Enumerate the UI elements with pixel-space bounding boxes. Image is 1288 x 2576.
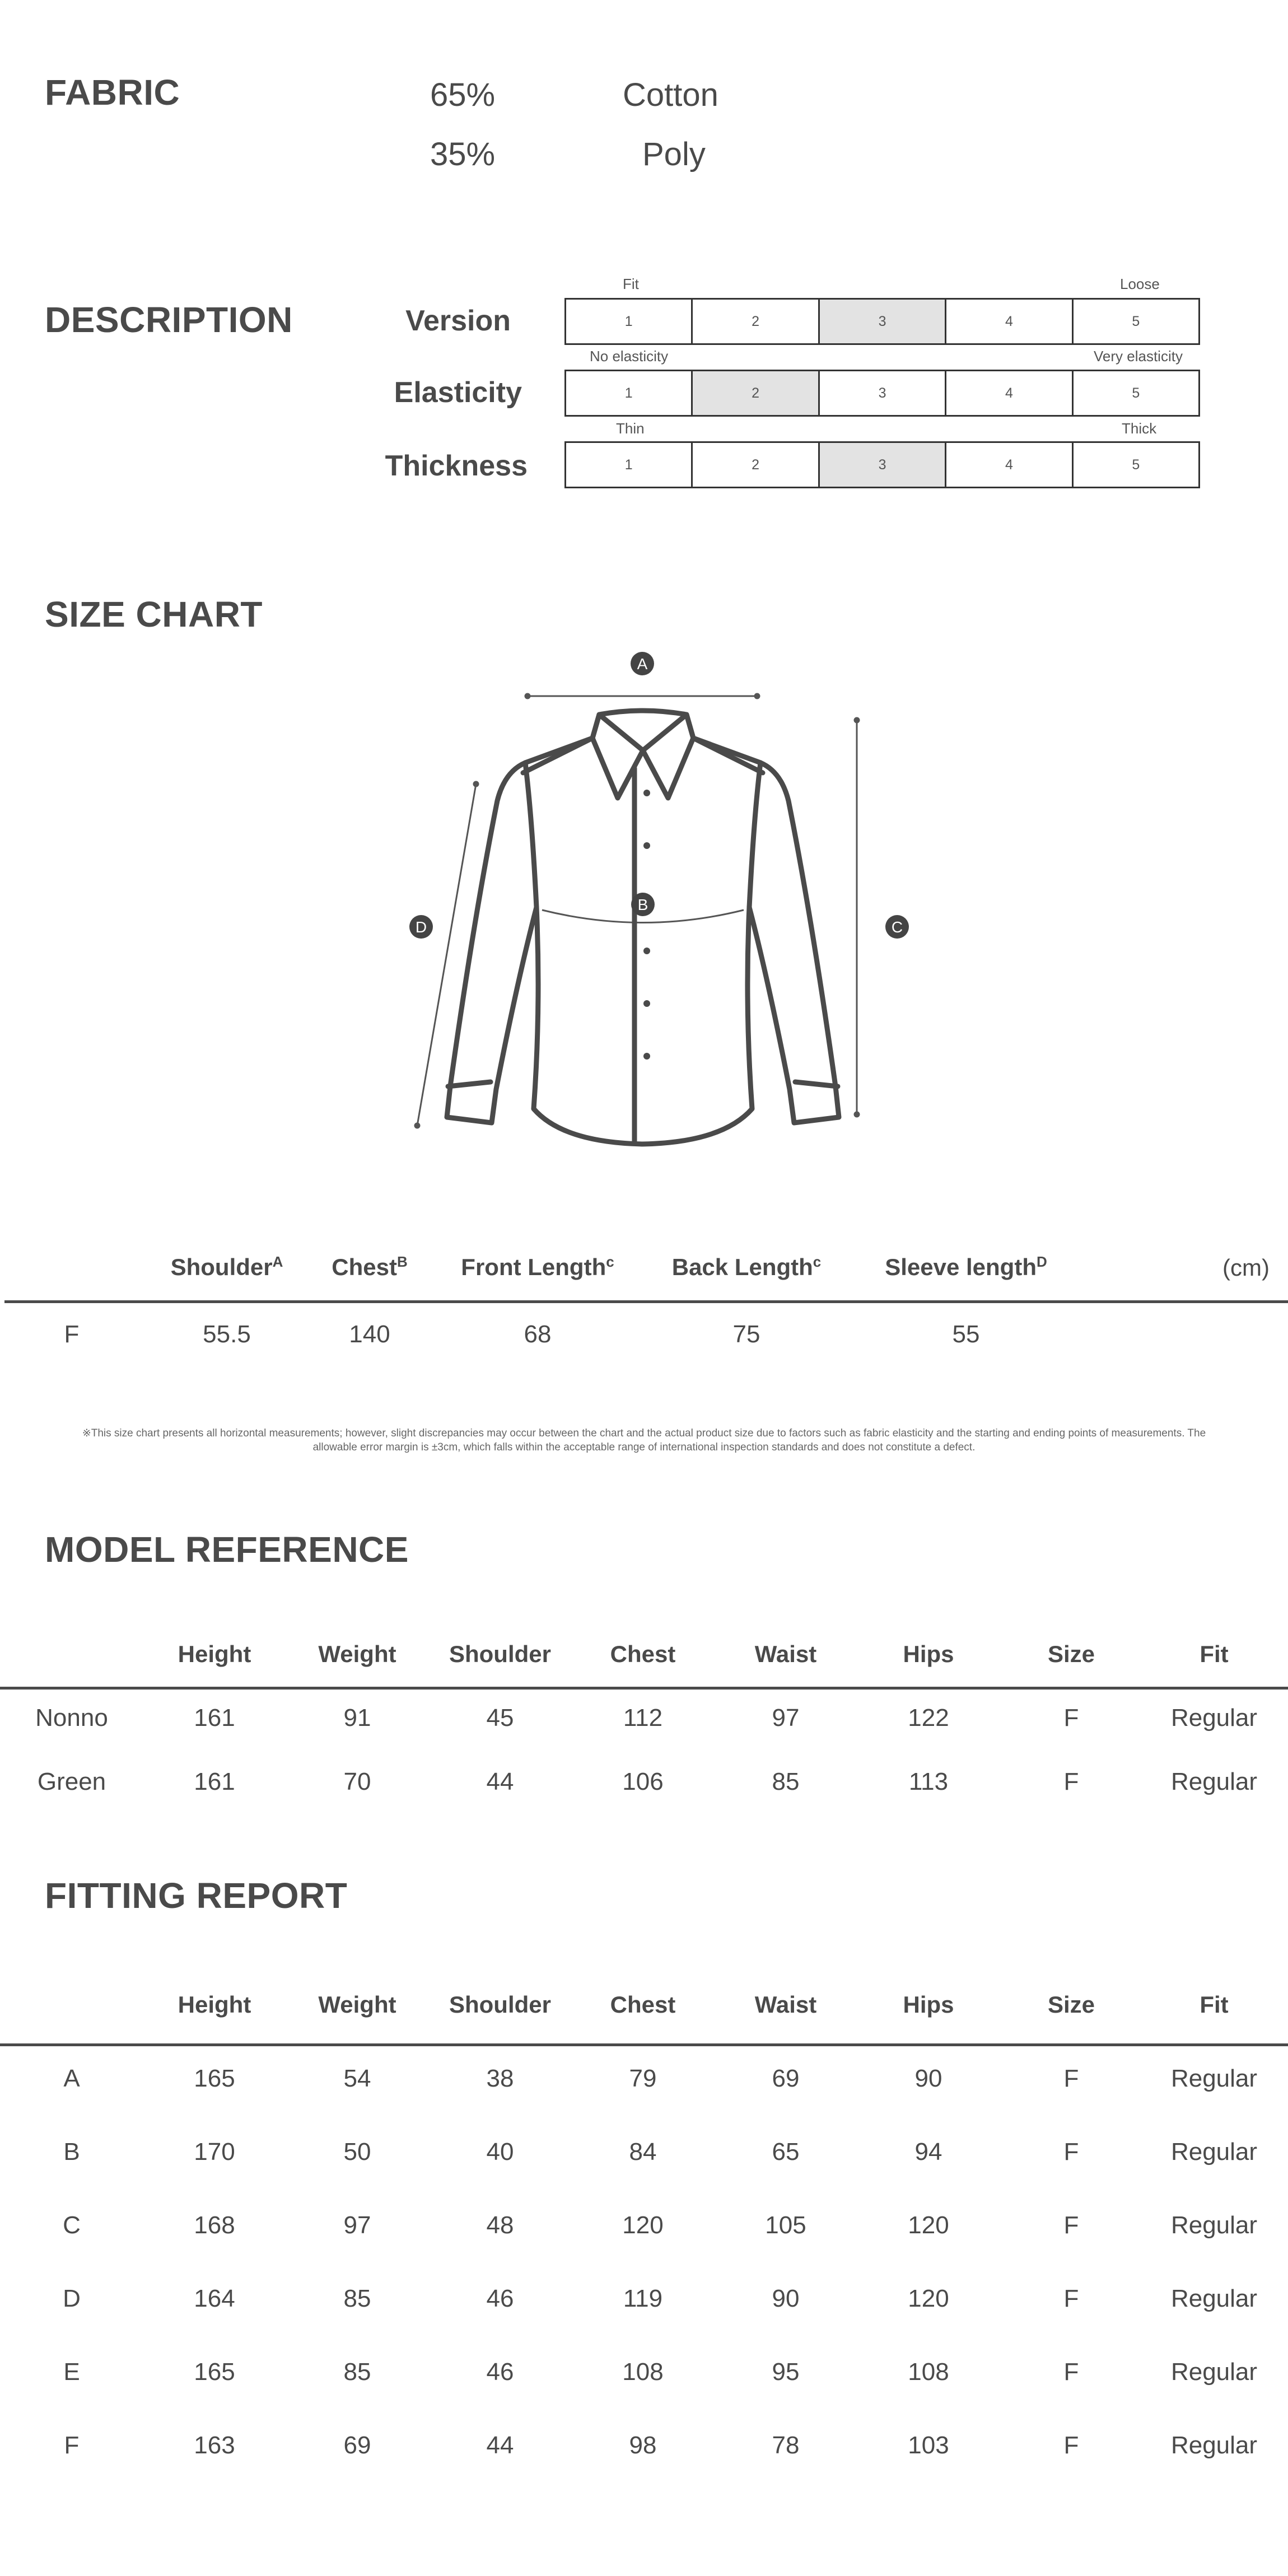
- marker-a: [631, 652, 654, 675]
- fit-size: F: [1063, 2065, 1079, 2092]
- fit-size: F: [1063, 2432, 1079, 2459]
- fit-hips: 94: [914, 2138, 942, 2166]
- size-col-front-length: Front Length$^c$: [461, 1253, 614, 1280]
- description-title: DESCRIPTION: [45, 300, 293, 340]
- fit-person: B: [63, 2138, 80, 2166]
- fit-table-divider: [0, 2043, 1288, 2046]
- model-size: F: [1063, 1704, 1079, 1732]
- shirt-diagram: [0, 633, 1288, 1170]
- fit-height: 170: [194, 2138, 235, 2166]
- size-col-chest: Chest$^B$: [332, 1253, 408, 1280]
- fit-chest: 84: [629, 2138, 657, 2166]
- size-chest-value: 140: [349, 1320, 390, 1348]
- model-col-hips: Hips: [903, 1641, 954, 1667]
- fit-chest: 79: [629, 2065, 657, 2092]
- version-scale-4: 4: [946, 300, 1073, 343]
- shirt-outline: [447, 711, 839, 1144]
- model-waist: 97: [772, 1704, 800, 1732]
- model-size: F: [1063, 1768, 1079, 1795]
- model-col-fit: Fit: [1200, 1641, 1229, 1667]
- version-label: Version: [405, 305, 511, 337]
- fit-fit: Regular: [1170, 2432, 1258, 2459]
- fit-size: F: [1063, 2138, 1079, 2166]
- fit-shoulder: 38: [486, 2065, 514, 2092]
- size-col-shoulder: Shoulder$^A$: [170, 1253, 283, 1280]
- fit-col-weight: Weight: [318, 1991, 396, 2018]
- fit-waist: 69: [772, 2065, 800, 2092]
- model-name: Green: [37, 1768, 106, 1795]
- fit-fit: Regular: [1170, 2358, 1258, 2386]
- model-col-shoulder: Shoulder: [449, 1641, 551, 1667]
- fit-fit: Regular: [1170, 2065, 1258, 2092]
- shirt-buttons: [643, 790, 650, 1060]
- version-scale: [564, 298, 1200, 345]
- fit-weight: 50: [343, 2138, 371, 2166]
- model-hips: 122: [908, 1704, 949, 1732]
- fit-col-fit: Fit: [1200, 1991, 1229, 2018]
- fit-weight: 69: [343, 2432, 371, 2459]
- marker-c-label: C: [891, 918, 903, 936]
- fit-hips: 120: [908, 2211, 949, 2239]
- fit-shoulder: 46: [486, 2285, 514, 2312]
- model-col-height: Height: [178, 1641, 251, 1667]
- thickness-scale: [564, 441, 1200, 488]
- size-back-length-value: 75: [732, 1320, 760, 1348]
- fitting-report-title: FITTING REPORT: [45, 1875, 348, 1916]
- model-reference-title: MODEL REFERENCE: [45, 1529, 409, 1570]
- fit-col-height: Height: [178, 1991, 251, 2018]
- model-shoulder: 45: [486, 1704, 514, 1732]
- fit-chest: 120: [622, 2211, 664, 2239]
- fit-shoulder: 48: [486, 2211, 514, 2239]
- sleeve-measure-line: [417, 784, 476, 1126]
- fit-col-size: Size: [1047, 1991, 1095, 2018]
- fit-height: 168: [194, 2211, 235, 2239]
- elasticity-scale-4: 4: [946, 371, 1073, 415]
- fit-hips: 108: [908, 2358, 949, 2386]
- model-chest: 106: [622, 1768, 664, 1795]
- fit-col-shoulder: Shoulder: [449, 1991, 551, 2018]
- fit-col-hips: Hips: [903, 1991, 954, 2018]
- model-weight: 91: [343, 1704, 371, 1732]
- thickness-scale-2: 2: [693, 443, 819, 487]
- fit-weight: 85: [343, 2358, 371, 2386]
- version-scale-1: 1: [566, 300, 693, 343]
- fit-waist: 95: [772, 2358, 800, 2386]
- fit-fit: Regular: [1170, 2138, 1258, 2166]
- version-scale-2: 2: [693, 300, 819, 343]
- thickness-scale-5: 5: [1132, 456, 1140, 473]
- version-left-caption: Fit: [623, 276, 639, 292]
- elasticity-scale-5: 5: [1132, 385, 1140, 401]
- thickness-scale-3: 3: [820, 443, 946, 487]
- fit-size: F: [1063, 2285, 1079, 2312]
- marker-b-label: B: [637, 896, 648, 913]
- fit-shoulder: 44: [486, 2432, 514, 2459]
- fit-shoulder: 40: [486, 2138, 514, 2166]
- fit-height: 163: [194, 2432, 235, 2459]
- size-row-label: F: [64, 1320, 80, 1348]
- marker-a-label: A: [637, 655, 648, 673]
- fit-chest: 119: [623, 2285, 663, 2312]
- model-col-size: Size: [1047, 1641, 1095, 1667]
- model-shoulder: 44: [486, 1768, 514, 1795]
- marker-d-label: D: [415, 918, 427, 936]
- elasticity-left-caption: No elasticity: [590, 348, 669, 365]
- elasticity-right-caption: Very elasticity: [1094, 348, 1183, 365]
- size-chart-title: SIZE CHART: [45, 594, 263, 634]
- model-col-weight: Weight: [318, 1641, 396, 1667]
- fit-hips: 90: [914, 2065, 942, 2092]
- shirt-button: [643, 842, 650, 849]
- fit-col-chest: Chest: [610, 1991, 676, 2018]
- fit-waist: 65: [772, 2138, 800, 2166]
- fit-size: F: [1063, 2358, 1079, 2386]
- fit-size: F: [1063, 2211, 1079, 2239]
- version-right-caption: Loose: [1120, 276, 1160, 292]
- marker-c: [885, 915, 909, 939]
- marker-d: [409, 915, 433, 939]
- size-shoulder-value: 55.5: [203, 1320, 251, 1348]
- size-col-sleeve-length: Sleeve length$^D$: [885, 1253, 1047, 1280]
- fit-waist: 78: [772, 2432, 800, 2459]
- model-name: Nonno: [35, 1704, 108, 1732]
- elasticity-label: Elasticity: [394, 376, 522, 409]
- thickness-label: Thickness: [385, 450, 528, 482]
- shirt-button: [643, 790, 650, 796]
- thickness-right-caption: Thick: [1122, 420, 1157, 437]
- size-sleeve-length-value: 55: [952, 1320, 980, 1348]
- size-col-back-length: Back Length$^c$: [671, 1253, 822, 1280]
- fit-hips: 120: [908, 2285, 949, 2312]
- shirt-button: [643, 1053, 650, 1060]
- fabric-material-2: Poly: [642, 136, 706, 172]
- fit-person: F: [64, 2432, 80, 2459]
- model-hips: 113: [908, 1768, 949, 1795]
- fit-chest: 108: [622, 2358, 664, 2386]
- marker-b: [631, 893, 655, 916]
- size-table-divider: [4, 1300, 1288, 1303]
- thickness-left-caption: Thin: [616, 420, 645, 437]
- fit-chest: 98: [629, 2432, 657, 2459]
- fit-weight: 54: [343, 2065, 371, 2092]
- fit-person: D: [63, 2285, 81, 2312]
- fit-col-waist: Waist: [754, 1991, 817, 2018]
- model-table-divider: [0, 1687, 1288, 1690]
- fit-weight: 85: [343, 2285, 371, 2312]
- elasticity-scale-2: 2: [693, 371, 819, 415]
- model-fit: Regular: [1170, 1704, 1258, 1732]
- fit-person: E: [63, 2358, 80, 2386]
- elasticity-scale: [564, 370, 1200, 417]
- fit-waist: 105: [765, 2211, 806, 2239]
- fit-hips: 103: [908, 2432, 949, 2459]
- fit-shoulder: 46: [486, 2358, 514, 2386]
- elasticity-scale-1: 1: [566, 371, 693, 415]
- fit-person: A: [63, 2065, 80, 2092]
- size-unit: (cm): [1222, 1254, 1270, 1281]
- size-front-length-value: 68: [524, 1320, 552, 1348]
- fabric-title: FABRIC: [45, 72, 180, 113]
- model-weight: 70: [343, 1768, 371, 1795]
- model-col-chest: Chest: [610, 1641, 676, 1667]
- version-scale-5: 5: [1132, 313, 1140, 329]
- fit-weight: 97: [343, 2211, 371, 2239]
- fit-height: 165: [194, 2358, 235, 2386]
- fit-waist: 90: [772, 2285, 800, 2312]
- fit-fit: Regular: [1170, 2211, 1258, 2239]
- fabric-percent-1: 65%: [430, 77, 496, 113]
- model-height: 161: [194, 1704, 235, 1732]
- model-fit: Regular: [1170, 1768, 1258, 1795]
- fit-height: 165: [194, 2065, 235, 2092]
- version-scale-3: 3: [820, 300, 946, 343]
- shirt-button: [643, 1000, 650, 1007]
- size-chart-note: ※This size chart presents all horizontal measurements; however, slight discrepancies may occur between the chart and the actual product size due to factors such as fabric elasticity and the starting and ending points of measurements. The allowable error margin is ±3cm, which falls within the acceptable range of international inspection standards and does not constitute a defect.: [82, 1427, 1206, 1453]
- elasticity-scale-3: 3: [820, 371, 946, 415]
- fit-height: 164: [194, 2285, 235, 2312]
- model-chest: 112: [623, 1704, 663, 1732]
- thickness-scale-4: 4: [946, 443, 1073, 487]
- shirt-button: [643, 948, 650, 954]
- fit-fit: Regular: [1170, 2285, 1258, 2312]
- model-col-waist: Waist: [754, 1641, 817, 1667]
- model-height: 161: [194, 1768, 235, 1795]
- model-waist: 85: [772, 1768, 800, 1795]
- fit-person: C: [63, 2211, 81, 2239]
- thickness-scale-1: 1: [566, 443, 693, 487]
- fabric-material-1: Cotton: [623, 77, 718, 113]
- fabric-percent-2: 35%: [430, 136, 496, 172]
